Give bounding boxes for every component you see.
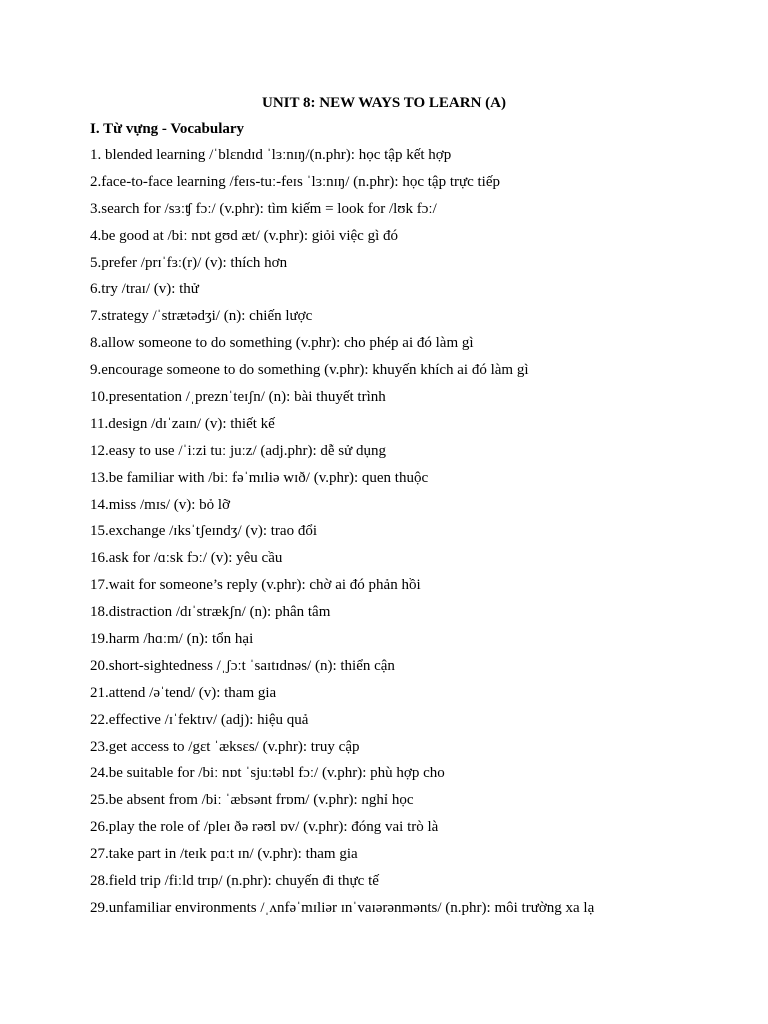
vocab-item: 14.miss /mɪs/ (v): bỏ lỡ <box>90 496 231 513</box>
vocab-item: 18.distraction /dɪˈstrækʃn/ (n): phân tâm <box>90 604 331 621</box>
vocab-item: 15.exchange /ɪksˈtʃeɪndʒ/ (v): trao đổi <box>90 523 318 540</box>
vocab-item: 19.harm /hɑːm/ (n): tổn hại <box>90 631 254 648</box>
vocab-item: 9.encourage someone to do something (v.phr): khuyến khích ai đó làm gì <box>90 362 529 379</box>
vocab-item: 2.face-to-face learning /feɪs-tuː-feɪs ˈlɜːnɪŋ/ (n.phr): học tập trực tiếp <box>90 173 501 190</box>
vocab-item: 26.play the role of /pleɪ ðə rəʊl ɒv/ (v.phr): đóng vai trò là <box>90 819 439 836</box>
vocab-item: 1. blended learning /ˈblɛndɪd ˈlɜːnɪŋ/(n.phr): học tập kết hợp <box>90 147 452 163</box>
vocab-item: 7.strategy /ˈstrætədʒi/ (n): chiến lược <box>90 308 313 325</box>
vocab-item: 25.be absent from /biː ˈæbsənt frɒm/ (v.phr): nghỉ học <box>90 792 414 809</box>
vocab-item: 27.take part in /teɪk pɑːt ɪn/ (v.phr): tham gia <box>90 846 358 863</box>
vocab-item: 28.field trip /fiːld trɪp/ (n.phr): chuyến đi thực tế <box>90 873 379 890</box>
page-title: UNIT 8: NEW WAYS TO LEARN (A) <box>262 95 506 111</box>
vocab-item: 17.wait for someone’s reply (v.phr): chờ ai đó phản hồi <box>90 577 421 594</box>
vocab-item: 8.allow someone to do something (v.phr): cho phép ai đó làm gì <box>90 335 474 352</box>
vocabulary-list <box>90 145 750 925</box>
vocab-item: 24.be suitable for /biː nɒt ˈsjuːtəbl fɔː/ (v.phr): phù hợp cho <box>90 765 445 782</box>
section-heading: I. Từ vựng - Vocabulary <box>90 121 245 137</box>
vocab-item: 10.presentation /ˌpreznˈteɪʃn/ (n): bài thuyết trình <box>90 389 386 406</box>
vocab-item: 5.prefer /prɪˈfɜː(r)/ (v): thích hơn <box>90 254 288 271</box>
vocab-item: 22.effective /ɪˈfektɪv/ (adj): hiệu quả <box>90 711 309 728</box>
vocab-item: 6.try /traɪ/ (v): thử <box>90 281 199 298</box>
vocab-item: 20.short-sightedness /ˌʃɔːt ˈsaɪtɪdnəs/ (n): thiển cận <box>90 657 395 674</box>
vocab-item: 13.be familiar with /biː fəˈmɪliə wɪð/ (v.phr): quen thuộc <box>90 469 429 486</box>
vocab-item: 12.easy to use /ˈiːzi tuː juːz/ (adj.phr): dễ sử dụng <box>90 442 386 459</box>
vocab-item: 21.attend /əˈtend/ (v): tham gia <box>90 684 277 701</box>
vocab-item: 3.search for /sɜːʧ fɔː/ (v.phr): tìm kiếm = look for /lʊk fɔː/ <box>90 200 437 217</box>
vocab-item: 16.ask for /ɑːsk fɔː/ (v): yêu cầu <box>90 550 283 567</box>
vocab-item: 23.get access to /gɛt ˈæksɛs/ (v.phr): truy cập <box>90 738 360 755</box>
vocab-item: 11.design /dɪˈzaɪn/ (v): thiết kế <box>90 415 275 432</box>
vocab-item: 4.be good at /biː nɒt gʊd æt/ (v.phr): giỏi việc gì đó <box>90 227 398 244</box>
vocab-item: 29.unfamiliar environments /ˌʌnfəˈmɪliər ɪnˈvaɪərənmənts/ (n.phr): môi trường xa lạ <box>90 899 595 916</box>
